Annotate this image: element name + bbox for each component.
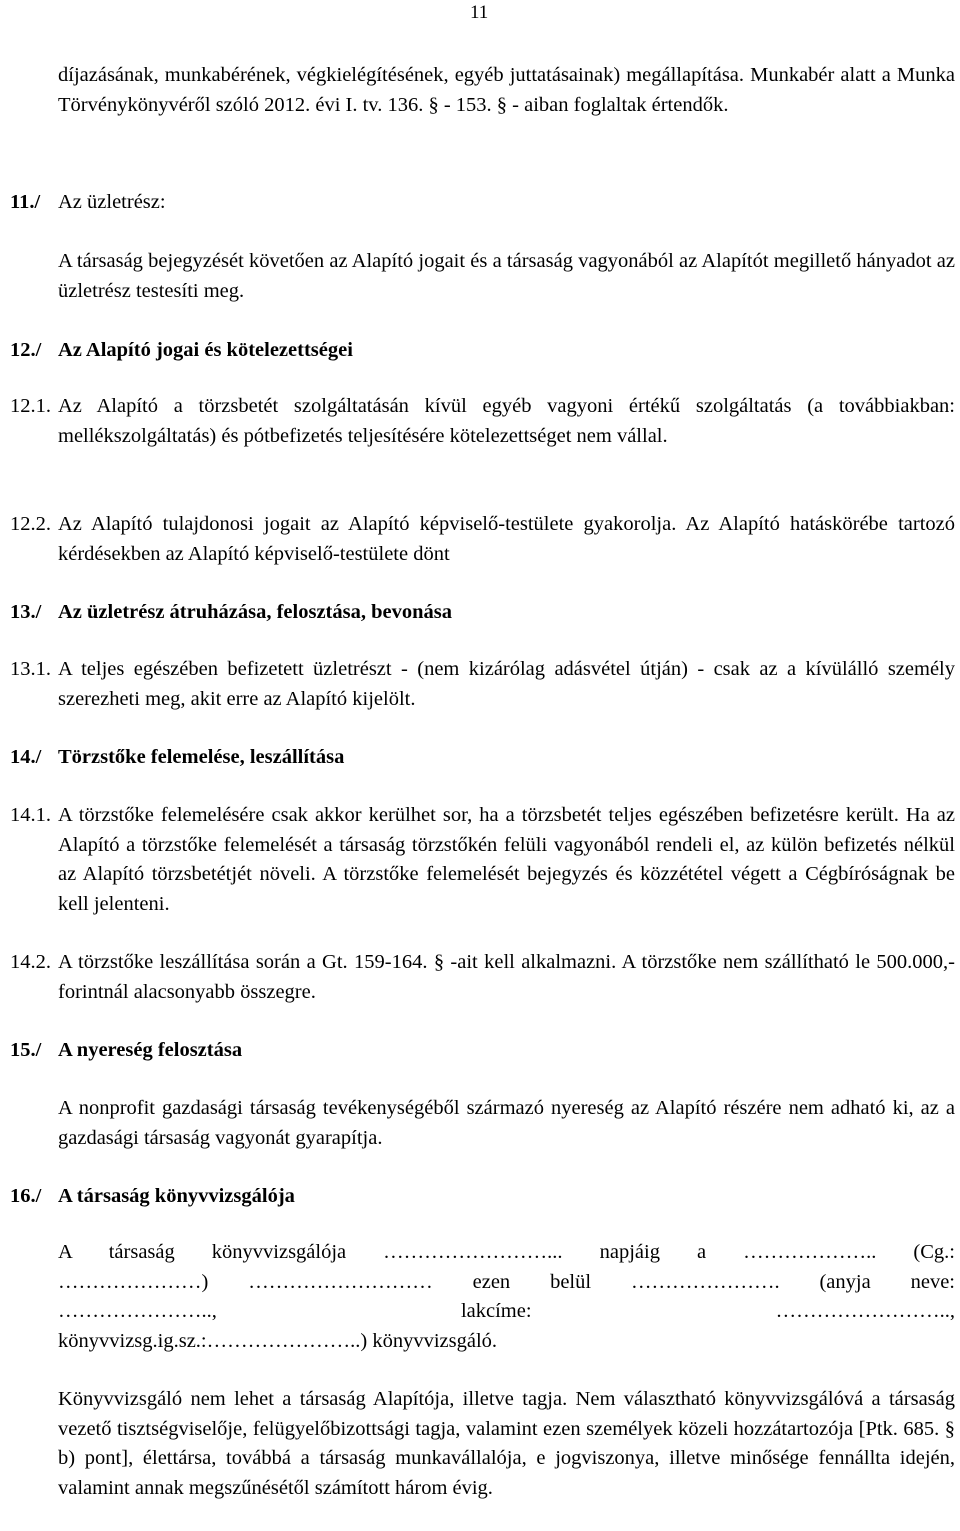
section-13-title: Az üzletrész átruházása, felosztása, bevonása (58, 601, 452, 623)
section-14-1-text: A törzstőke felemelésére csak akkor kerülhet sor, ha a törzsbetét teljes egészében befizetésre került. Ha az Alapító a törzstőke felemelését a társaság törzstőkén felüli vagyonából rendeli el, az külön befizetés nélkül az Alapító törzsbetétjét növeli. A törzstőke felemelését bejegyzés és közzététel végett a Cégbíróságnak be kell jelenteni. (58, 804, 955, 915)
intro-paragraph-block (10, 61, 955, 120)
section-12-title: Az Alapító jogai és kötelezettségei (58, 339, 353, 361)
section-11-body: A társaság bejegyzését követően az Alapító jogait és a társaság vagyonából az Alapítót megillető hányadot az üzletrész testesíti meg. (58, 250, 955, 302)
section-12-1 (10, 392, 955, 451)
section-13-1-text: A teljes egészében befizetett üzletrészt - (nem kizárólag adásvétel útján) - csak az a kívülálló személy szerezheti meg, akit erre az Alapító kijelölt. (58, 658, 955, 710)
section-14-2-text: A törzstőke leszállítása során a Gt. 159-164. § -ait kell alkalmazni. A törzstőke nem szállítható le 500.000,- forintnál alacsonyabb összegre. (58, 951, 955, 1003)
auditor-line-3-address-label: lakcíme: (460, 1300, 532, 1322)
auditor-line-3 (10, 1297, 955, 1327)
section-15-number: 15./ (10, 1039, 42, 1061)
section-14-heading (10, 743, 955, 772)
section-12-number: 12./ (10, 339, 42, 361)
section-12-2-number: 12.2. (10, 513, 51, 535)
section-11-heading (10, 188, 955, 217)
intro-paragraph: díjazásának, munkabérének, végkielégítésének, egyéb juttatásainak) megállapítása. Munkabér alatt a Munka Törvénykönyvéről szóló 2012. évi I. tv. 136. § - 153. § - aiban foglaltak értendők. (58, 64, 955, 116)
section-14-1 (10, 801, 955, 919)
section-13-1 (10, 655, 955, 714)
section-14-2 (10, 948, 955, 1007)
section-15-title: A nyereség felosztása (58, 1039, 243, 1061)
section-11-number: 11./ (10, 191, 41, 213)
auditor-line-2: …………………) ……………………… ezen belül …………………. (anyja neve: (58, 1270, 955, 1293)
section-12-2-text: Az Alapító tulajdonosi jogait az Alapító képviselő-testülete gyakorolja. Az Alapító hatáskörébe tartozó kérdésekben az Alapító képviselő-testülete dönt (58, 513, 955, 565)
auditor-line-3-mother-blank: ………………….., (58, 1300, 217, 1322)
section-11-title: Az üzletrész: (58, 191, 166, 213)
section-15-body: A nonprofit gazdasági társaság tevékenységéből származó nyereség az Alapító részére nem adható ki, az a gazdasági társaság vagyonát gyarapítja. (58, 1097, 955, 1149)
section-16-number: 16./ (10, 1185, 42, 1207)
section-14-title: Törzstőke felemelése, leszállítása (58, 746, 345, 768)
auditor-line-4: könyvvizsg.ig.sz.:…………………..) könyvvizsgáló. (58, 1329, 498, 1352)
auditor-line-1: A társaság könyvvizsgálója ……………………... napjáig a ……………….. (Cg.: (58, 1241, 955, 1263)
section-11-body-block (10, 247, 955, 306)
section-13-heading (10, 598, 955, 627)
section-14-2-number: 14.2. (10, 951, 51, 973)
section-12-2 (10, 510, 955, 569)
section-16-body: Könyvvizsgáló nem lehet a társaság Alapítója, illetve tagja. Nem választható könyvvizsgálóvá a társaság vezető tisztségviselője, felügyelőbizottsági tagja, valamint ezen személyek közeli hozzátartozója [Ptk. 685. § b) pont], élettársa, továbbá a társaság munkavállalója, e jogviszonya, illetve minősége fennállta idején, valamint annak megszűnésétől számított három évig. (58, 1388, 955, 1499)
auditor-fill-in-block (10, 1238, 955, 1356)
auditor-line-3-address-blank: …………………….., (775, 1300, 955, 1322)
section-13-number: 13./ (10, 601, 42, 623)
section-14-1-number: 14.1. (10, 804, 51, 826)
section-16-body-block (10, 1385, 955, 1503)
section-12-heading (10, 336, 955, 365)
section-12-1-number: 12.1. (10, 395, 51, 417)
section-16-heading (10, 1182, 955, 1211)
page-number: 11 (470, 2, 489, 23)
section-15-body-block (10, 1094, 955, 1153)
section-15-heading (10, 1036, 955, 1065)
section-14-number: 14./ (10, 746, 42, 768)
section-16-title: A társaság könyvvizsgálója (58, 1185, 295, 1207)
section-12-1-text: Az Alapító a törzsbetét szolgáltatásán kívül egyéb vagyoni értékű szolgáltatás (a továbbiakban: mellékszolgáltatás) és pótbefizetés teljesítésére kötelezettséget nem vállal. (58, 395, 955, 447)
section-13-1-number: 13.1. (10, 658, 51, 680)
